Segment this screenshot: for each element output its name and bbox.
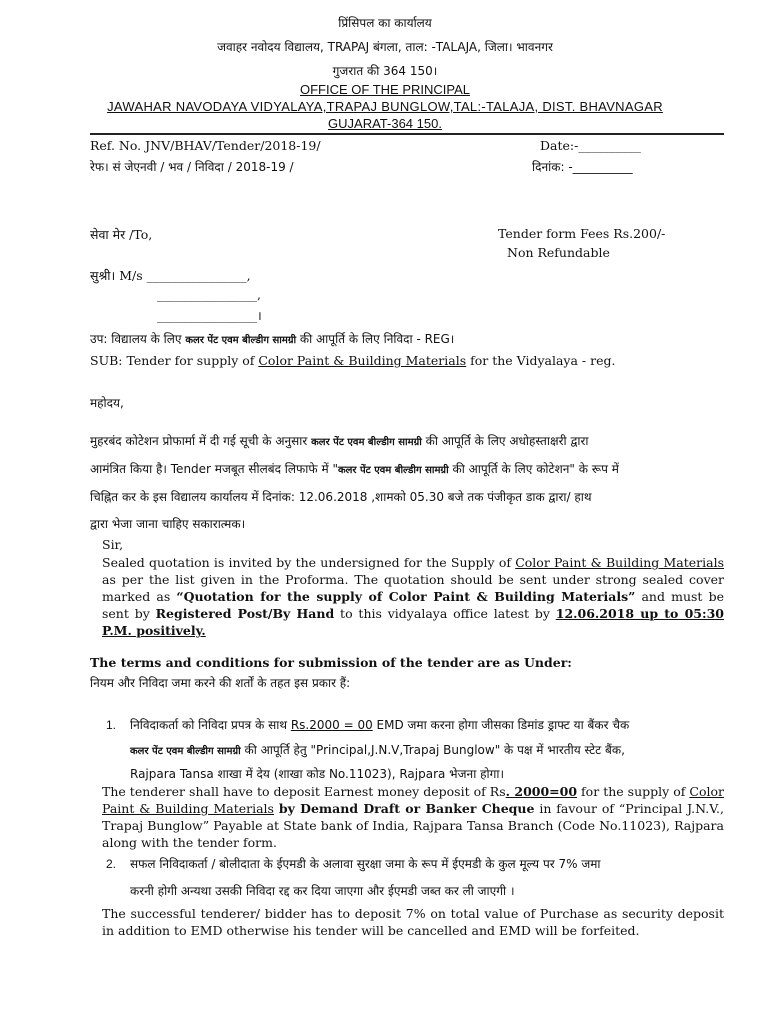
item1-eng-mid: for the supply of [577,784,690,799]
item1-eng-post: in favour of “Principal J.N.V., Trapaj Bunglow” Payable at State bank of India, Rajpara Tansa Branch (Code No.11023), Rajpara along with the tender form. [102,801,724,850]
salutation-hindi: महोदय, [90,396,124,410]
ref-date-hindi: दिनांक: -__________ [532,160,633,174]
fees-non-refundable: Non Refundable [507,245,610,260]
terms-heading-hindi: नियम और निविदा जमा करने की शर्तों के तहत इस प्रकार हैं: [90,676,351,690]
address-blank-2: ________________, [157,287,261,302]
english-body-p1: Sealed quotation is invited by the undersigned for the Supply of [102,555,516,570]
item1-hindi-line2 [130,741,625,758]
header-hindi-line1: प्रिंसिपल का कार्यालय [338,16,432,30]
hindi-body-line4: द्वारा भेजा जाना चाहिए सकारात्मक। [90,517,246,531]
header-hindi-line2: जवाहर नवोदय विद्यालय, TRAPAJ बंगला, ताल: -TALAJA, जिला। भावनगर [217,40,553,54]
hindi-body-line1 [90,432,588,449]
subject-eng-pre: SUB: Tender for supply of [90,353,259,368]
english-body-mode: Registered Post/By Hand [155,606,335,621]
ref-number-hindi: रेफ। सं जेएनवी / भव / निविदा / 2018-19 / [90,160,294,174]
subject-hindi-post: की आपूर्ति के लिए निविदा - REG। [299,332,455,346]
header-divider [90,133,724,135]
item2-number: 2. [106,857,117,871]
english-body-deadline: 12.06.2018 up to 05:30 P.M. positively. [102,606,725,638]
item1-number: 1. [106,718,117,732]
subject-hindi-bold: कलर पेंट एवम बील्डीग सामग्री [185,335,297,346]
terms-heading: The terms and conditions for submission of the tender are as Under: [90,655,572,670]
tender-fees: Tender form Fees Rs.200/- [498,226,666,241]
item2-hindi-line1: सफल निविदाकर्ता / बोलीदाता के ईएमडी के अलावा सुरक्षा जमा के रूप में ईएमडी के कुल मूल्य पर 7% जमा [130,857,601,871]
item1-hindi-line1 [130,716,629,733]
item1-hindi-line1-post: EMD जमा करना होगा जीसका डिमांड ड्राफ्ट या बैंकर चैक [372,718,630,732]
hindi-body-line1-post: की आपूर्ति के लिए अधोहस्ताक्षरी द्वारा [425,434,589,448]
english-body-p4: to this vidyalaya office latest by [334,606,556,621]
item1-hindi-line2-bold: कलर पेंट एवम बील्डीग सामग्री [130,746,241,757]
item2-english [102,905,724,939]
item1-eng-item: Color Paint & Building Materials [102,784,724,816]
ref-date: Date:-__________ [540,138,641,153]
item1-eng-pre: The tenderer shall have to deposit Earnest money deposit of Rs [102,784,506,799]
hindi-body-line2-bold: कलर पेंट एवम बील्डीग सामग्री [337,465,449,476]
hindi-body-line2-post: की आपूर्ति के लिए कोटेशन" के रूप में [452,462,619,476]
subject-english [90,353,615,368]
item1-eng-mode: by Demand Draft or Banker Cheque [278,801,535,816]
subject-eng-post: for the Vidyalaya - reg. [466,353,616,368]
address-blank-3: ________________। [157,308,262,323]
english-body-p3: and must be sent by [102,589,724,621]
english-body-p2: as per the list given in the Proforma. The quotation should be sent under strong sealed cover marked as [102,572,724,604]
subject-hindi-pre: उप: विद्यालय के लिए [90,332,182,346]
hindi-body-line3: चिह्नित कर के इस विद्यालय कार्यालय में दिनांक: 12.06.2018 ,शामको 05.30 बजे तक पंजीकृत डाक द्वारा/ हाथ [90,490,592,504]
english-body-marking: “Quotation for the supply of Color Paint & Building Materials” [176,589,636,604]
address-to: सेवा मेर /To, [90,227,153,242]
item1-hindi-line1-pre: निविदाकर्ता को निविदा प्रपत्र के साथ [130,718,291,732]
address-ms: सुश्री। M/s ________________, [90,268,251,283]
english-body-paragraph [102,554,724,639]
item1-hindi-line3: Rajpara Tansa शाखा में देय (शाखा कोड No.11023), Rajpara भेजना होगा। [130,767,505,781]
item2-eng-text: The successful tenderer/ bidder has to deposit 7% on total value of Purchase as security deposit in addition to EMD otherwise his tender will be cancelled and EMD will be forfeited. [102,906,724,938]
salutation-sir: Sir, [102,537,124,552]
header-state: GUJARAT-364 150. [328,116,442,131]
header-office-title: OFFICE OF THE PRINCIPAL [300,82,470,97]
header-school-name: JAWAHAR NAVODAYA VIDYALAYA,TRAPAJ BUNGLOW,TAL:-TALAJA, DIST. BHAVNAGAR [107,99,663,114]
hindi-body-line2 [90,460,619,477]
item1-hindi-line2-post: की आपूर्ति हेतु "Principal,J.N.V,Trapaj Bunglow" के पक्ष में भारतीय स्टेट बैंक, [244,743,625,757]
hindi-body-line1-bold: कलर पेंट एवम बील्डीग सामग्री [311,437,422,448]
item1-hindi-amount: Rs.2000 = 00 [290,718,373,732]
ref-number: Ref. No. JNV/BHAV/Tender/2018-19/ [90,138,321,153]
item2-hindi-line2: करनी होगी अन्यथा उसकी निविदा रद्द कर दिया जाएगा और ईएमडी जब्त कर ली जाएगी । [130,884,515,898]
hindi-body-line2-pre: आमंत्रित किया है। Tender मजबूत सीलबंद लिफाफे में " [90,462,338,476]
subject-hindi [90,330,454,347]
subject-eng-item: Color Paint & Building Materials [258,353,467,368]
hindi-body-line1-pre: मुहरबंद कोटेशन प्रोफार्मा में दी गई सूची के अनुसार [90,434,308,448]
english-body-item: Color Paint & Building Materials [515,555,724,570]
item1-eng-amount: . 2000=00 [505,784,578,799]
header-hindi-line3: गुजरात की 364 150। [332,64,438,78]
item1-english [102,783,724,851]
